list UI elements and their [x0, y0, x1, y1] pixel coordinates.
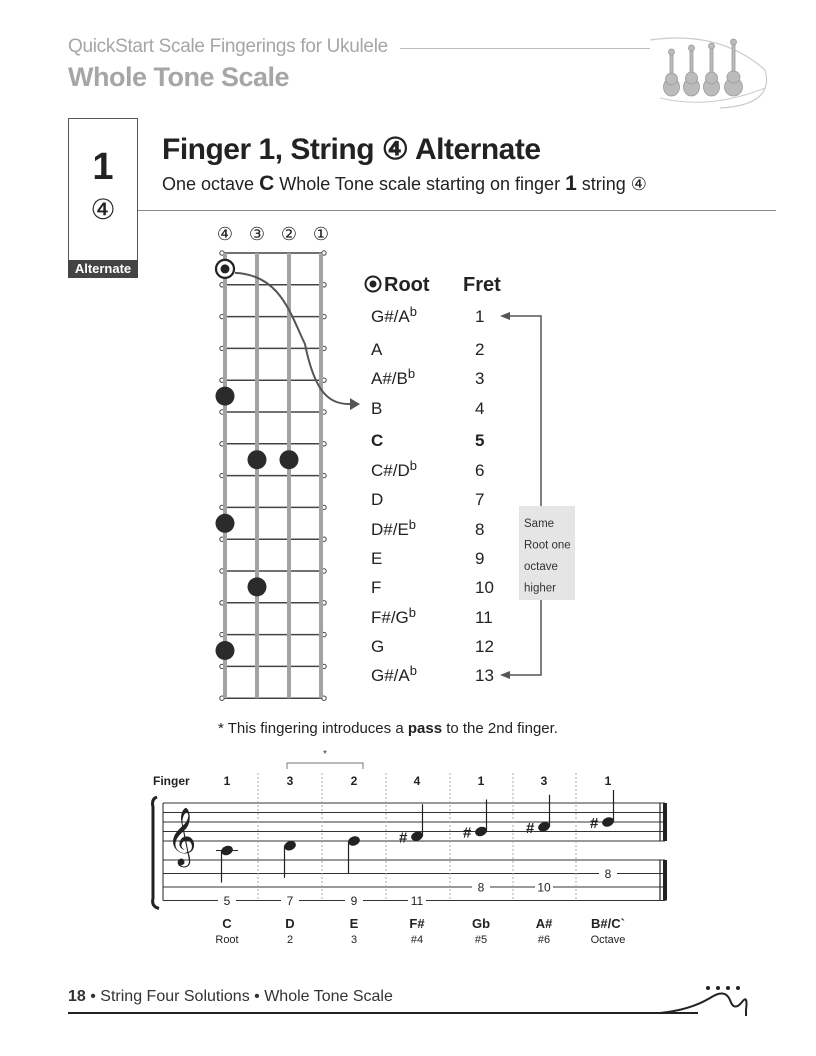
fret-row-note: E: [371, 549, 383, 568]
finger-dot: [248, 450, 267, 469]
root-legend-center: [370, 281, 377, 288]
fret-row: [371, 304, 484, 326]
note-degree: 2: [286, 934, 294, 946]
fret-row-number: 3: [475, 369, 485, 388]
string-label: ④: [216, 224, 234, 244]
fret-row: [371, 399, 484, 418]
fret-row: [371, 578, 494, 597]
system-bracket: [153, 797, 160, 909]
octave-arrowhead-bottom: [500, 671, 510, 679]
fret-row-number: 11: [475, 608, 493, 627]
fretboard-diagram: [200, 220, 360, 710]
fret-row-note: $G\#/A^b$: [371, 663, 417, 685]
finger-number: 1: [604, 774, 612, 788]
ukulele-logo-icon: [600, 30, 775, 110]
string-label: ③: [248, 224, 266, 244]
fret-row: [371, 340, 484, 359]
fret-row-number: 4: [475, 399, 485, 418]
fret-row-number: 2: [475, 340, 485, 359]
finger-dot: [216, 514, 235, 533]
fret-row-number: 8: [475, 520, 485, 539]
footnote: * This fingering introduces a pass to the 2nd finger.: [218, 720, 558, 737]
note-name: Gb: [471, 916, 491, 931]
fret-row: [371, 490, 484, 509]
string-label: ②: [280, 224, 298, 244]
tab-fret-number: 7: [286, 894, 294, 908]
note-degree: Root: [215, 934, 239, 946]
tab-fret-number: 10: [537, 880, 551, 895]
fret-row-number: 12: [475, 637, 494, 656]
tab-fret-number: 9: [350, 894, 358, 908]
header-title: Whole Tone Scale: [68, 62, 290, 92]
finger-number: 3: [540, 774, 548, 788]
sharp-sign: #: [463, 824, 472, 842]
section-title: Finger 1, String ④ Alternate: [162, 133, 541, 166]
pass-arrow: [235, 273, 350, 404]
root-marker-center: [221, 264, 230, 273]
finger-number: 1: [223, 774, 231, 788]
tab-fret-number: 11: [410, 894, 424, 908]
fret-row-note: A: [371, 340, 383, 359]
note-degree: #4: [410, 934, 424, 946]
fret-row-note: B: [371, 399, 383, 418]
fret-row: [371, 517, 484, 539]
finger-row-label: Finger: [153, 774, 190, 788]
sharp-sign: #: [526, 819, 535, 837]
tab-fret-number: 8: [477, 880, 485, 895]
treble-clef-icon: 𝄞: [167, 808, 197, 864]
note-name: D: [285, 916, 295, 931]
finger-dot: [280, 450, 299, 469]
header-subtitle: QuickStart Scale Fingerings for Ukulele: [68, 36, 388, 57]
tab-fret-number: 5: [223, 894, 231, 908]
finger-dot: [216, 387, 235, 406]
finger-number: 3: [286, 774, 294, 788]
fret-row-note: $D\#/E^b$: [371, 517, 417, 539]
fret-row-number: 7: [475, 490, 485, 509]
note-name: A#: [535, 916, 553, 931]
footer-rule: [68, 1012, 698, 1014]
fret-row: [371, 663, 494, 685]
fret-row-note: G: [371, 637, 385, 656]
fret-row-note: C: [371, 431, 384, 450]
footer-text: 18 • String Four Solutions • Whole Tone Scale: [68, 988, 393, 1005]
pass-bracket: [287, 763, 363, 769]
note-name: F#: [409, 916, 425, 931]
sharp-sign: #: [399, 829, 408, 847]
fret-row-note: $G\#/A^b$: [371, 304, 417, 326]
section-number: 1: [92, 146, 114, 188]
octave-note-line: higher: [524, 582, 556, 595]
pass-marker: *: [323, 749, 327, 760]
tab-fret-number: 8: [604, 867, 612, 881]
fret-row: [371, 366, 484, 388]
sharp-sign: #: [590, 815, 599, 832]
finger-dot: [248, 577, 267, 596]
section-tag: Alternate: [68, 260, 138, 278]
notation-staff: [145, 745, 690, 955]
octave-bracket: [510, 316, 541, 675]
squiggle-ornament-icon: [660, 980, 760, 1020]
note-name: B#/C`: [591, 916, 625, 931]
fret-row-number: 5: [475, 431, 485, 450]
octave-note-line: Root one: [524, 539, 571, 552]
note-degree: #5: [474, 934, 488, 946]
octave-note-line: Same: [524, 518, 555, 530]
fret-row: [371, 458, 484, 480]
finger-number: 1: [477, 774, 485, 788]
fret-row-note: $A\#/B^b$: [371, 366, 416, 388]
fret-row-note: F: [371, 578, 382, 597]
fret-header: Fret: [463, 274, 501, 296]
fret-row-note: D: [371, 490, 384, 509]
note-degree: #6: [537, 934, 551, 946]
section-string-symbol: ④: [90, 194, 116, 225]
finger-dot: [216, 641, 235, 660]
note-degree: Octave: [590, 934, 626, 946]
finger-number: 2: [350, 774, 358, 788]
fret-row-note: $C\#/D^b$: [371, 458, 417, 480]
string-label: ①: [312, 224, 330, 244]
section-rule: [138, 210, 776, 211]
finger-number: 4: [413, 774, 421, 788]
note-name: E: [349, 916, 359, 931]
fret-row: [371, 431, 484, 450]
fret-row-number: 13: [475, 666, 494, 685]
fret-row-number: 10: [475, 578, 494, 597]
fret-row: [371, 549, 484, 568]
fret-row: [371, 637, 494, 656]
page-number: 18: [68, 988, 86, 1005]
fret-row-note: $F\#/G^b$: [371, 605, 417, 627]
note-name: C: [222, 916, 232, 931]
fret-table: [355, 270, 595, 690]
section-description: One octave C Whole Tone scale starting on finger 1 string ④: [162, 172, 647, 195]
octave-arrowhead-top: [500, 312, 510, 320]
fret-row-number: 6: [475, 461, 485, 480]
fret-row: [371, 605, 493, 627]
octave-note-line: octave: [524, 561, 558, 573]
fret-row-number: 1: [475, 307, 485, 326]
note-degree: 3: [350, 934, 358, 946]
fret-row-number: 9: [475, 549, 485, 568]
root-header: Root: [384, 274, 430, 296]
